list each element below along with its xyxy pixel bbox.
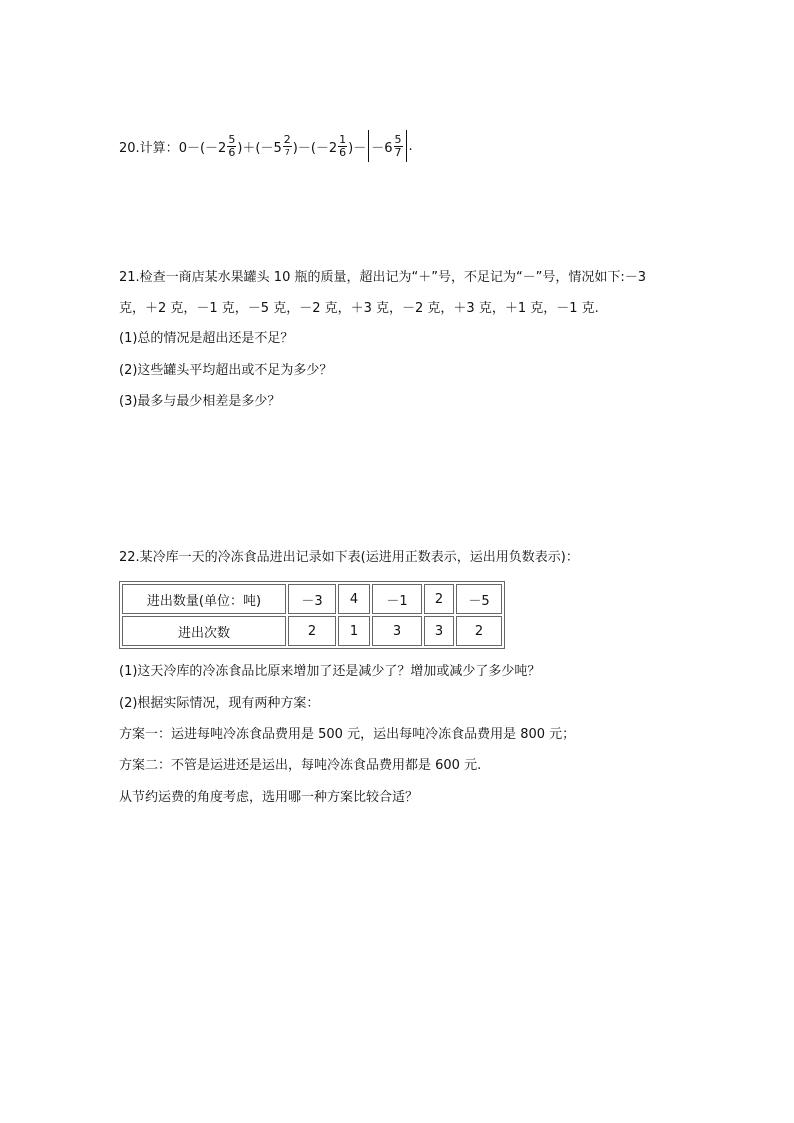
problem-20-label: 20.计算：	[119, 140, 179, 156]
problem-20-formula	[119, 126, 413, 166]
table-row	[122, 616, 502, 646]
problem-21-line-1: 21.检查一商店某水果罐头 10 瓶的质量，超出记为“＋”号，不足记为“－”号，情况如下:－3	[119, 270, 647, 285]
fraction	[338, 134, 347, 159]
problem-21-subquestion-2: (2)这些罐头平均超出或不足为多少？	[119, 363, 333, 378]
problem-21-subquestion-3: (3)最多与最少相差是多少？	[119, 394, 281, 409]
formula-term: )－	[348, 140, 367, 156]
problem-22-subquestion-2: (2)根据实际情况，现有两种方案：	[119, 696, 320, 711]
formula-term: )＋	[237, 140, 256, 156]
cold-storage-table	[119, 581, 505, 649]
fraction-numerator: 5	[394, 132, 402, 146]
table-cell: －5	[456, 584, 502, 614]
problem-22-plan-2: 方案二：不管是运进还是运出，每吨冷冻食品费用都是 600 元.	[119, 758, 482, 773]
fraction-numerator: 2	[283, 132, 291, 146]
table-header-cell: 进出次数	[122, 616, 286, 646]
table-cell: 2	[288, 616, 336, 646]
fraction	[227, 134, 236, 159]
table-row	[122, 584, 502, 614]
formula-term: (－5	[255, 140, 282, 156]
problem-22-plan-1: 方案一：运进每吨冷冻食品费用是 500 元，运出每吨冷冻食品费用是 800 元；	[119, 727, 576, 742]
formula-term: 0－	[178, 140, 200, 156]
problem-22-subquestion-1: (1)这天冷库的冷冻食品比原来增加了还是减少了？增加或减少了多少吨？	[119, 664, 541, 679]
formula-term: .	[408, 138, 413, 154]
formula-term: )－	[292, 140, 311, 156]
problem-22-question: 从节约运费的角度考虑，选用哪一种方案比较合适？	[119, 790, 419, 805]
table-cell: 4	[338, 584, 370, 614]
fraction-numerator: 5	[228, 132, 236, 146]
formula-term: (－2	[199, 140, 227, 156]
table-cell: 3	[424, 616, 454, 646]
fraction-denominator: 7	[284, 147, 290, 157]
table-cell: 2	[456, 616, 502, 646]
problem-21-subquestion-1: (1)总的情况是超出还是不足？	[119, 331, 294, 346]
fraction-denominator: 6	[228, 145, 236, 159]
fraction-numerator: 1	[339, 132, 347, 146]
table-cell: 2	[424, 584, 454, 614]
formula-term: (－2	[310, 140, 338, 156]
table-cell: 1	[338, 616, 370, 646]
problem-21-line-2: 克，＋2 克，－1 克，－5 克，－2 克，＋3 克，－2 克，＋3 克，＋1 克，－1 克.	[119, 301, 599, 316]
fraction-denominator: 6	[339, 145, 347, 159]
table-header-cell: 进出数量(单位：吨)	[122, 584, 286, 614]
fraction-denominator: 7	[394, 145, 402, 159]
fraction	[283, 134, 292, 159]
problem-22-intro: 22.某冷库一天的冷冻食品进出记录如下表(运进用正数表示，运出用负数表示)：	[119, 550, 579, 565]
table-cell: －1	[372, 584, 422, 614]
fraction	[394, 134, 403, 159]
table-cell: －3	[288, 584, 336, 614]
absolute-value	[368, 130, 406, 162]
formula-term: －6	[371, 140, 393, 156]
table-cell: 3	[372, 616, 422, 646]
